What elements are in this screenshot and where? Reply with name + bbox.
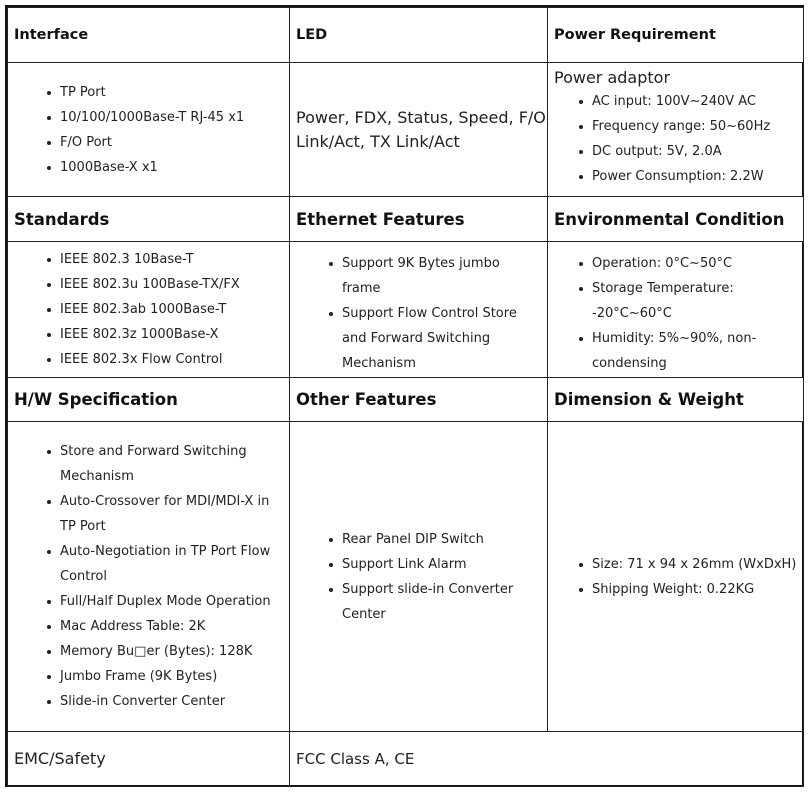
cell-power-requirement	[548, 63, 804, 197]
list-item: Operation: 0°C~50°C	[592, 251, 803, 276]
ethernet-list	[290, 251, 547, 376]
header-other-features: Other Features	[290, 378, 548, 422]
header-hw-specification: H/W Specification	[8, 378, 290, 422]
header-dimension-weight: Dimension & Weight	[548, 378, 804, 422]
cell-emc-safety-value: FCC Class A, CE	[290, 732, 804, 787]
list-item: DC output: 5V, 2.0A	[592, 139, 803, 164]
header-interface: Interface	[8, 8, 290, 63]
list-item: IEEE 802.3u 100Base-TX/FX	[60, 272, 289, 297]
environment-list	[548, 251, 803, 376]
list-item: Shipping Weight: 0.22KG	[592, 577, 803, 602]
list-item: AC input: 100V~240V AC	[592, 89, 803, 114]
list-item: IEEE 802.3z 1000Base-X	[60, 322, 289, 347]
list-item: Humidity: 5%~90%, non-condensing	[592, 326, 803, 376]
cell-other-features	[290, 422, 548, 732]
other-features-list	[290, 527, 547, 627]
header-row-3	[8, 378, 804, 422]
dimension-list	[548, 552, 803, 602]
list-item: Auto-Negotiation in TP Port Flow Control	[60, 539, 289, 589]
list-item: Store and Forward Switching Mechanism	[60, 439, 289, 489]
list-item: Power Consumption: 2.2W	[592, 164, 803, 189]
list-item: 10/100/1000Base-T RJ-45 x1	[60, 105, 289, 130]
list-item: Auto-Crossover for MDI/MDI-X in TP Port	[60, 489, 289, 539]
list-item: IEEE 802.3x Flow Control	[60, 347, 289, 372]
list-item: Mac Address Table: 2K	[60, 614, 289, 639]
header-ethernet-features: Ethernet Features	[290, 197, 548, 242]
content-row-4	[8, 732, 804, 787]
header-power-requirement: Power Requirement	[548, 8, 804, 63]
cell-interface	[8, 63, 290, 197]
list-item: Storage Temperature: -20°C~60°C	[592, 276, 803, 326]
cell-emc-safety-label: EMC/Safety	[8, 732, 290, 787]
standards-list	[8, 247, 289, 372]
interface-list	[8, 80, 289, 180]
list-item: Frequency range: 50~60Hz	[592, 114, 803, 139]
header-row-2	[8, 197, 804, 242]
spec-table	[7, 7, 804, 787]
header-standards: Standards	[8, 197, 290, 242]
list-item: 1000Base-X x1	[60, 155, 289, 180]
cell-standards	[8, 242, 290, 378]
led-text: Power, FDX, Status, Speed, F/O Link/Act, TX Link/Act	[296, 107, 546, 151]
cell-ethernet-features	[290, 242, 548, 378]
list-item: Memory Bu□er (Bytes): 128K	[60, 639, 289, 664]
list-item: Support Flow Control Store and Forward Switching Mechanism	[342, 301, 547, 376]
power-adaptor-title: Power adaptor	[554, 68, 671, 87]
list-item: Rear Panel DIP Switch	[342, 527, 547, 552]
list-item: Support 9K Bytes jumbo frame	[342, 251, 547, 301]
cell-dimension-weight	[548, 422, 804, 732]
list-item: TP Port	[60, 80, 289, 105]
list-item: IEEE 802.3 10Base-T	[60, 247, 289, 272]
header-led: LED	[290, 8, 548, 63]
list-item: Slide-in Converter Center	[60, 689, 289, 714]
list-item: Jumbo Frame (9K Bytes)	[60, 664, 289, 689]
cell-led	[290, 63, 548, 197]
content-row-3	[8, 422, 804, 732]
list-item: F/O Port	[60, 130, 289, 155]
list-item: Support Link Alarm	[342, 552, 547, 577]
list-item: Support slide-in Converter Center	[342, 577, 547, 627]
list-item: Full/Half Duplex Mode Operation	[60, 589, 289, 614]
list-item: Size: 71 x 94 x 26mm (WxDxH)	[592, 552, 803, 577]
header-environmental-condition: Environmental Condition	[548, 197, 804, 242]
hw-list	[8, 439, 289, 714]
list-item: IEEE 802.3ab 1000Base-T	[60, 297, 289, 322]
header-row-1	[8, 8, 804, 63]
content-row-1	[8, 63, 804, 197]
cell-environmental-condition	[548, 242, 804, 378]
cell-hw-specification	[8, 422, 290, 732]
content-row-2	[8, 242, 804, 378]
power-list	[548, 89, 803, 189]
